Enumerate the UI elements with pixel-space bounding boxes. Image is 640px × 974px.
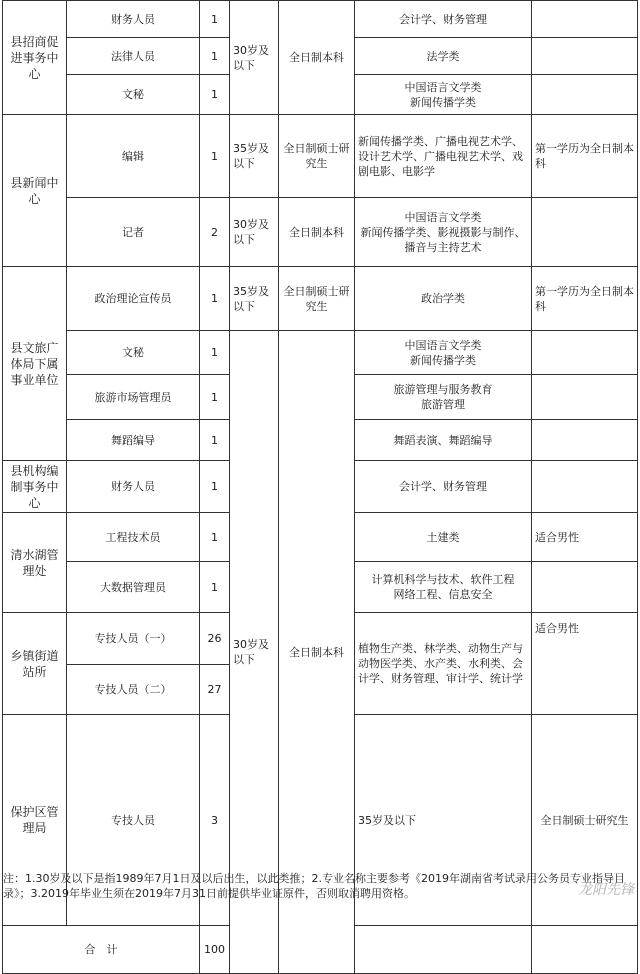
position-cell: 工程技术员: [67, 513, 200, 562]
major-cell: 植物生产类、林学类、动物生产与动物医学类、水产类、水利类、会计学、财务管理、审计学、统计学: [355, 613, 532, 715]
total-label: 合 计: [3, 926, 200, 974]
dept-cell: 保护区管理局: [3, 715, 67, 926]
major-cell: 中国语言文学类 新闻传播学类、影视摄影与制作、播音与主持艺术: [355, 198, 532, 267]
other-cell: 适合男性: [532, 513, 638, 562]
other-cell: 第一学历为全日制本科: [532, 115, 638, 198]
age-cell: 30岁及以下: [230, 331, 279, 974]
table-row: [3, 198, 638, 267]
position-cell: 专技人员（二）: [67, 665, 200, 715]
edu-cell: [532, 926, 638, 974]
other-cell: [532, 75, 638, 115]
edu-cell: 全日制本科: [279, 198, 355, 267]
position-cell: 编辑: [67, 115, 200, 198]
major-cell: 计算机科学与技术、软件工程 网络工程、信息安全: [355, 562, 532, 613]
age-cell: [355, 926, 532, 974]
major-cell: 土建类: [355, 513, 532, 562]
age-cell: 30岁及以下: [230, 198, 279, 267]
count-cell: 1: [200, 461, 230, 513]
table-row: [3, 267, 638, 331]
count-cell: 1: [200, 420, 230, 461]
dept-cell: 县新闻中心: [3, 115, 67, 267]
other-cell: [532, 1, 638, 38]
position-cell: 专技人员（一）: [67, 613, 200, 665]
count-cell: 1: [200, 38, 230, 75]
major-cell: 会计学、财务管理: [355, 1, 532, 38]
dept-cell: 清水湖管理处: [3, 513, 67, 613]
other-cell: [532, 331, 638, 375]
age-cell: 30岁及以下: [230, 1, 279, 115]
major-cell: 舞蹈表演、舞蹈编导: [355, 420, 532, 461]
position-cell: 舞蹈编导: [67, 420, 200, 461]
position-cell: 专技人员: [67, 715, 200, 926]
total-count: 100: [200, 926, 230, 974]
count-cell: 1: [200, 1, 230, 38]
positions-table: [2, 0, 638, 974]
other-cell: [532, 420, 638, 461]
position-cell: 财务人员: [67, 1, 200, 38]
count-cell: 1: [200, 115, 230, 198]
watermark: 龙阳先锋: [578, 882, 634, 898]
major-cell: 法学类: [355, 38, 532, 75]
count-cell: 1: [200, 267, 230, 331]
count-cell: 1: [200, 331, 230, 375]
edu-cell: 全日制硕士研究生: [532, 715, 638, 926]
position-cell: 法律人员: [67, 38, 200, 75]
count-cell: 1: [200, 562, 230, 613]
age-cell: 35岁及以下: [230, 267, 279, 331]
age-cell: 35岁及以下: [355, 715, 532, 926]
major-cell: 会计学、财务管理: [355, 461, 532, 513]
footnote: 注：1.30岁及以下是指1989年7月1日及以后出生，以此类推；2.专业名称主要参考《2019年湖南省考试录用公务员专业指导目录》；3.2019年毕业生须在2019年7月31日前提供毕业证原件，否则取消聘用资格。: [3, 872, 625, 900]
count-cell: 27: [200, 665, 230, 715]
other-cell: 第一学历为全日制本科: [532, 267, 638, 331]
table-row: [3, 1, 638, 38]
table-row: [3, 331, 638, 375]
count-cell: 3: [200, 715, 230, 926]
major-cell: 政治学类: [355, 267, 532, 331]
dept-cell: 县文旅广体局下属事业单位: [3, 267, 67, 461]
other-cell: [532, 461, 638, 513]
major-cell: 旅游管理与服务教育 旅游管理: [355, 375, 532, 420]
position-cell: 文秘: [67, 75, 200, 115]
count-cell: 1: [200, 513, 230, 562]
edu-cell: 全日制硕士研究生: [279, 267, 355, 331]
position-cell: 政治理论宣传员: [67, 267, 200, 331]
other-cell: [532, 198, 638, 267]
count-cell: 1: [200, 75, 230, 115]
age-cell: 35岁及以下: [230, 115, 279, 198]
dept-cell: 乡镇街道站所: [3, 613, 67, 715]
major-cell: 中国语言文学类 新闻传播学类: [355, 331, 532, 375]
dept-cell: 县机构编制事务中心: [3, 461, 67, 513]
major-cell: 新闻传播学类、广播电视艺术学、设计艺术学、广播电视艺术学、戏剧电影、电影学: [355, 115, 532, 198]
major-cell: 中国语言文学类 新闻传播学类: [355, 75, 532, 115]
count-cell: 26: [200, 613, 230, 665]
edu-cell: 全日制本科: [279, 1, 355, 115]
count-cell: 2: [200, 198, 230, 267]
position-cell: 记者: [67, 198, 200, 267]
edu-cell: 全日制本科: [279, 331, 355, 974]
other-cell: [532, 375, 638, 420]
position-cell: 文秘: [67, 331, 200, 375]
edu-cell: 全日制硕士研究生: [279, 115, 355, 198]
position-cell: 大数据管理员: [67, 562, 200, 613]
other-cell: [532, 38, 638, 75]
position-cell: 财务人员: [67, 461, 200, 513]
dept-cell: 县招商促进事务中心: [3, 1, 67, 115]
table-row: [3, 115, 638, 198]
count-cell: 1: [200, 375, 230, 420]
other-cell: [532, 562, 638, 613]
position-cell: 旅游市场管理员: [67, 375, 200, 420]
other-cell: 适合男性: [532, 613, 638, 715]
